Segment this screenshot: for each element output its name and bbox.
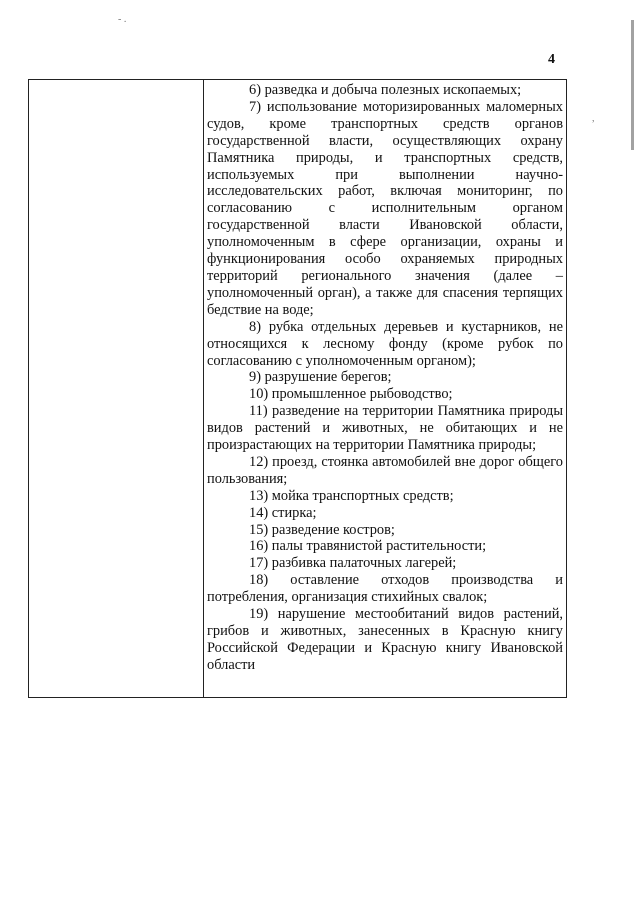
list-item: 14) стирка; xyxy=(249,504,317,521)
regulation-table xyxy=(28,79,567,698)
table-right-cell xyxy=(207,82,563,674)
list-item: 6) разведка и добыча полезных ископаемых; xyxy=(249,82,522,98)
list-item: 9) разрушение берегов; xyxy=(249,369,392,386)
list-item: 13) мойка транспортных средств; xyxy=(249,487,454,504)
list-item: 12) проезд, стоянка автомобилей вне дорог общего пользования; xyxy=(207,453,563,487)
list-item: 16) палы травянистой растительности; xyxy=(249,538,487,555)
page-number: 4 xyxy=(548,52,555,67)
list-item: 15) разведение костров; xyxy=(249,521,395,538)
list-item: 17) разбивка палаточных лагерей; xyxy=(249,555,457,572)
list-item: 7) использование моторизированных маломерных судов, кроме транспортных средств органов государственной власти, осуществляющих охрану Памятника природы, и транспортных средств, используемых при выполнении научно-исследовательских работ, включая мониторинг, по согласованию с исполнительным органом государственной власти Ивановской области, уполномоченным в сфере организации, охраны и функционирования особо охраняемых природных территорий регионального значения (далее – уполномоченный орган), а также для спасения терпящих бедствие на воде; xyxy=(207,98,563,318)
list-item: 8) рубка отдельных деревьев и кустарников, не относящихся к лесному фонду (кроме рубок по согласованию с уполномоченным органом); xyxy=(207,318,563,369)
list-item: 19) нарушение местообитаний видов растений, грибов и животных, занесенных в Красную книгу Российской Федерации и Красную книгу Ивановской области xyxy=(207,606,563,673)
list-item: 18) оставление отходов производства и потребления, организация стихийных свалок; xyxy=(207,572,563,606)
scan-edge-shadow xyxy=(631,20,634,150)
scan-speck: , xyxy=(592,113,595,124)
table-left-cell xyxy=(29,80,204,697)
list-item: 11) разведение на территории Памятника природы видов растений и животных, не обитающих и не произрастающих на территории Памятника природы; xyxy=(207,403,563,454)
list-item: 10) промышленное рыбоводство; xyxy=(249,386,453,403)
scan-speck: - . xyxy=(118,14,127,25)
